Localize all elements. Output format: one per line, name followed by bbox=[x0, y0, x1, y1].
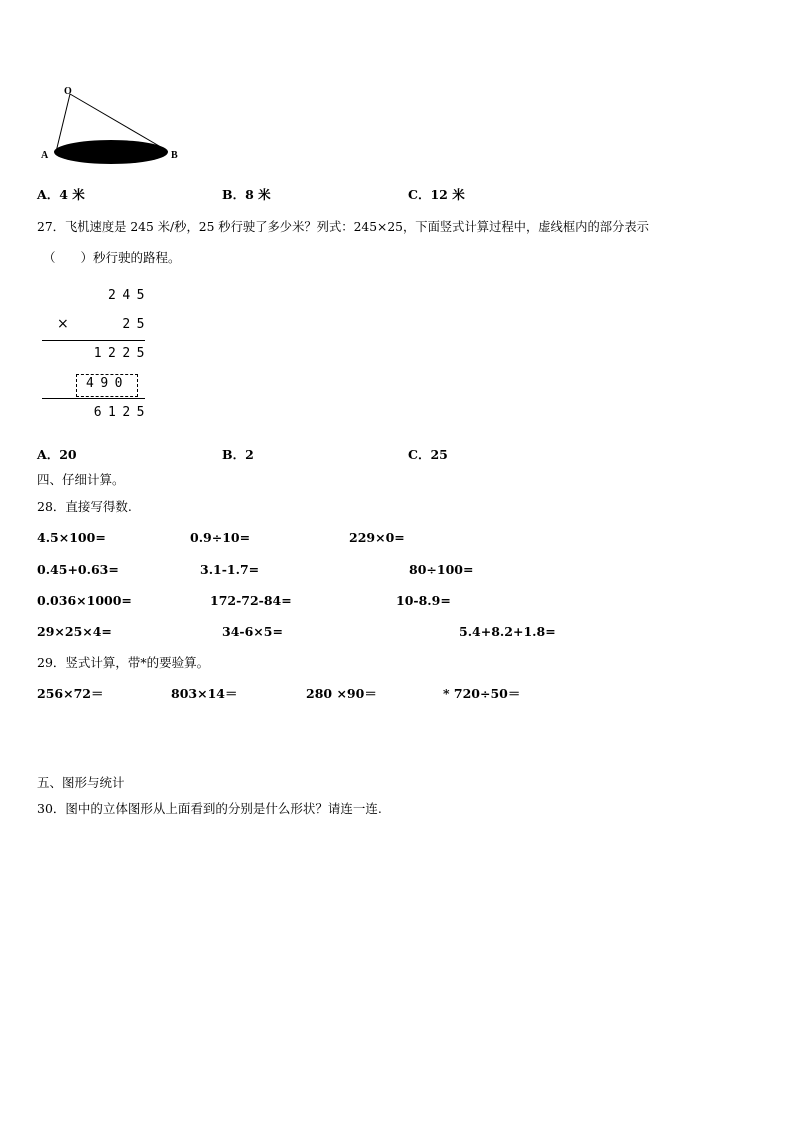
q28-item-4: 0.45+0.63= bbox=[37, 562, 119, 577]
calc-line-2 bbox=[42, 398, 145, 399]
calc-row-partial-2: 490 bbox=[86, 376, 129, 391]
q28-item-8: 172-72-84= bbox=[210, 593, 292, 608]
section-5-heading: 五、图形与统计 bbox=[37, 775, 125, 790]
q27-option-a: A．20 bbox=[37, 447, 77, 462]
q27-question-line2: （ ）秒行驶的路程。 bbox=[43, 250, 181, 265]
q27-option-c: C．25 bbox=[408, 447, 448, 462]
q28-item-5: 3.1-1.7= bbox=[200, 562, 260, 577]
calc-row-product: 6125 bbox=[93, 405, 151, 420]
cone-label-b: B bbox=[171, 150, 178, 161]
q28-item-6: 80÷100= bbox=[409, 562, 474, 577]
q28-item-11: 34-6×5= bbox=[222, 624, 283, 639]
q28-item-3: 229×0= bbox=[349, 530, 405, 545]
section-4-heading: 四、仔细计算。 bbox=[37, 472, 125, 487]
q28-item-12: 5.4+8.2+1.8= bbox=[459, 624, 556, 639]
q29-item-2: 803×14＝ bbox=[171, 686, 238, 701]
calc-row-multiplicand: 245 bbox=[108, 288, 151, 303]
q29-item-3: 280 ×90＝ bbox=[306, 686, 377, 701]
q29-item-4: * 720÷50＝ bbox=[443, 686, 521, 701]
cone-label-o: O bbox=[64, 86, 72, 97]
q28-item-7: 0.036×1000= bbox=[37, 593, 132, 608]
q28-item-9: 10-8.9= bbox=[396, 593, 451, 608]
q29-title: 29．竖式计算，带*的要验算。 bbox=[37, 655, 210, 670]
q26-option-a: A．4 米 bbox=[37, 187, 85, 202]
cone-label-a: A bbox=[41, 150, 49, 161]
calc-line-1 bbox=[42, 340, 145, 341]
cone-edge-oa bbox=[56, 94, 70, 152]
q28-item-2: 0.9÷10= bbox=[190, 530, 251, 545]
cone-figure bbox=[36, 82, 186, 172]
calc-times-sign: × bbox=[57, 316, 69, 332]
q28-item-1: 4.5×100= bbox=[37, 530, 106, 545]
q26-option-b: B．8 米 bbox=[222, 187, 271, 202]
q27-option-b: B．2 bbox=[222, 447, 254, 462]
calc-row-multiplier: 25 bbox=[122, 317, 151, 332]
q28-item-10: 29×25×4= bbox=[37, 624, 112, 639]
q28-title: 28．直接写得数. bbox=[37, 499, 132, 514]
cone-base bbox=[54, 140, 168, 164]
q26-option-c: C．12 米 bbox=[408, 187, 465, 202]
q30-title: 30．图中的立体图形从上面看到的分别是什么形状？请连一连. bbox=[37, 801, 382, 816]
calc-row-partial-1: 1225 bbox=[93, 346, 151, 361]
q29-item-1: 256×72＝ bbox=[37, 686, 104, 701]
q27-question-line1: 27．飞机速度是 245 米/秒，25 秒行驶了多少米？列式：245×25，下面竖式计算过程中，虚线框内的部分表示 bbox=[37, 220, 649, 234]
